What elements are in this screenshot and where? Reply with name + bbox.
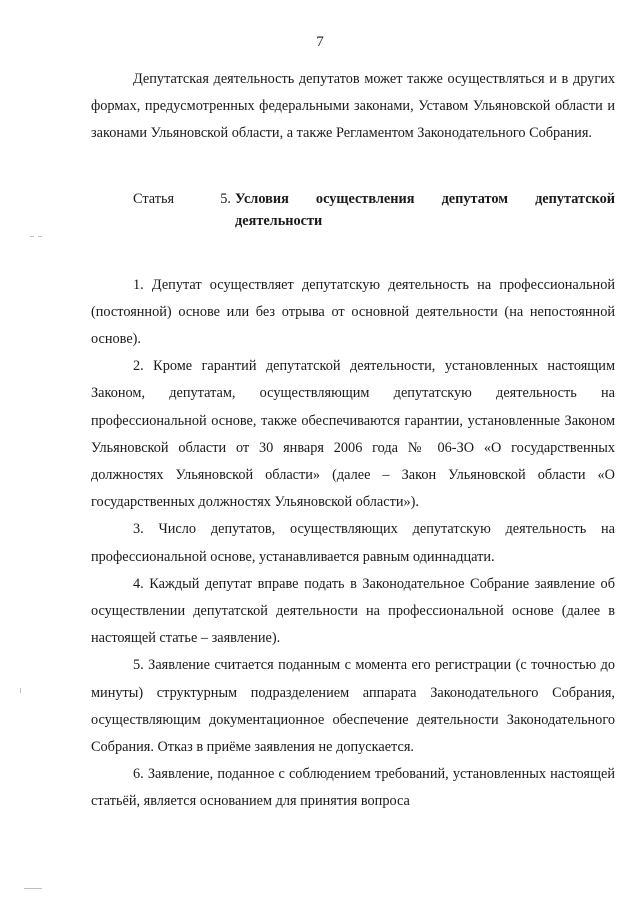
- paragraph-3: 3. Число депутатов, осуществляющих депутатскую деятельность на профессиональной основе, устанавливается равным одиннадцати.: [91, 521, 615, 565]
- scan-artifact: [20, 688, 21, 693]
- paragraph-2: 2. Кроме гарантий депутатской деятельности, установленных настоящим Законом, депутатам, осуществляющим депутатскую деятельность на профессиональной основе, также обеспечиваются гарантии, установленные Законом Ульяновской области от 30 января 2006 года № 06-ЗО «О государственных должностях Ульяновской области» (далее – Закон Ульяновской области «О государственных должностях Ульяновской области»).: [91, 358, 615, 511]
- paragraph-6: 6. Заявление, поданное с соблюдением требований, установленных настоящей статьёй, является основанием для принятия вопроса: [91, 766, 615, 810]
- spacer: [91, 148, 615, 188]
- scan-artifact: [24, 888, 42, 889]
- document-body: [91, 66, 615, 816]
- article-number: 5.: [220, 190, 231, 207]
- page-number: 7: [316, 34, 324, 50]
- article-label: [133, 188, 231, 232]
- spacer: [91, 232, 615, 272]
- paragraph-1: 1. Депутат осуществляет депутатскую деятельность на профессиональной (постоянной) основе или без отрыва от основной деятельности (на непостоянной основе).: [91, 276, 615, 348]
- scan-artifact: [30, 236, 34, 237]
- paragraph-5: 5. Заявление считается поданным с момента его регистрации (с точностью до минуты) структурным подразделением аппарата Законодательного Собрания, осуществляющим документационное обеспечение деятельности Законодательного Собрания. Отказ в приёме заявления не допускается.: [91, 657, 615, 756]
- paragraph-4: 4. Каждый депутат вправе подать в Законодательное Собрание заявление об осуществлении депутатской деятельности на профессиональной основе (далее в настоящей статье – заявление).: [91, 575, 615, 647]
- article-title: Условия осуществления депутатом депутатской деятельности: [235, 190, 615, 229]
- article-word: Статья: [133, 190, 175, 207]
- paragraph-intro: Депутатская деятельность депутатов может также осуществляться и в других формах, предусмотренных федеральными законами, Уставом Ульяновской области и законами Ульяновской области, а также Регламентом Законодательного Собрания.: [91, 71, 615, 142]
- article-heading: [133, 188, 615, 232]
- scan-artifact: [38, 236, 42, 237]
